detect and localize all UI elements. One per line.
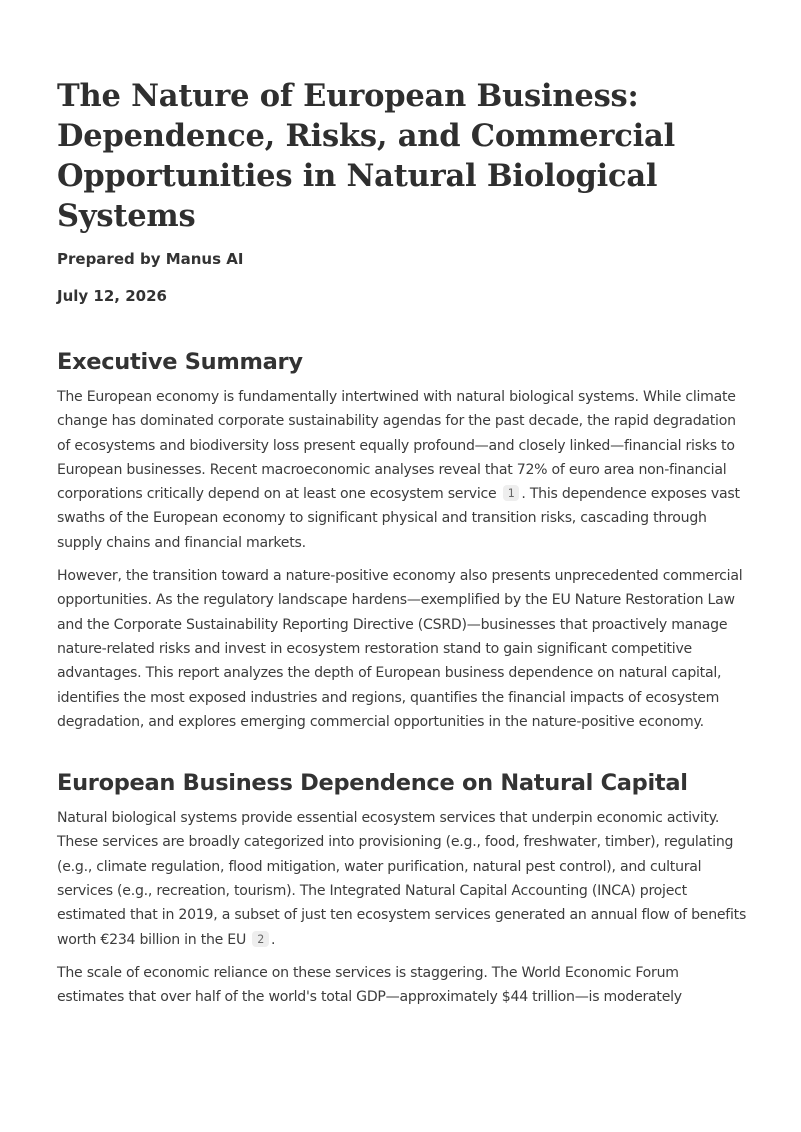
- paragraph-text: Natural biological systems provide essential ecosystem services that underpin economic activity. These services are broadly categorized into provisioning (e.g., food, freshwater, timber), regulating (e.g., climate regulation, flood mitigation, water purification, natural pest control), and cultural services (e.g., recreation, tourism). The Integrated Natural Capital Accounting (INCA) project estimated that in 2019, a subset of just ten ecosystem services generated an annual flow of benefits worth €234 billion in the EU: [57, 810, 747, 948]
- title-line: Dependence, Risks, and Commercial: [57, 118, 675, 154]
- paragraph: [57, 385, 747, 555]
- citation-badge[interactable]: 2: [252, 931, 269, 947]
- paragraph-text: The European economy is fundamentally intertwined with natural biological systems. While climate change has dominated corporate sustainability agendas for the past decade, the rapid degradation of ecosystems and biodiversity loss present equally profound—and closely linked—financial risks to European businesses. Recent macroeconomic analyses reveal that 72% of euro area non-financial corporations critically depend on at least one ecosystem service: [57, 389, 736, 503]
- dependence-section: [57, 768, 747, 1009]
- paragraph: [57, 806, 747, 952]
- section-heading: Executive Summary: [57, 349, 303, 375]
- executive-summary-section: [57, 347, 747, 734]
- title-line: Systems: [57, 198, 196, 234]
- paragraph: However, the transition toward a nature-positive economy also presents unprecedented commercial opportunities. As the regulatory landscape hardens—exemplified by the EU Nature Restoration Law and the Corporate Sustainability Reporting Directive (CSRD)—businesses that proactively manage nature-related risks and invest in ecosystem restoration stand to gain significant competitive advantages. This report analyzes the depth of European business dependence on natural capital, identifies the most exposed industries and regions, quantifies the financial impacts of ecosystem degradation, and explores emerging commercial opportunities in the nature-positive economy.: [57, 568, 743, 730]
- author-line: Prepared by Manus AI: [57, 250, 244, 268]
- paragraph: The scale of economic reliance on these services is staggering. The World Economic Forum estimates that over half of the world's total GDP—approximately $44 trillion—is moderately: [57, 964, 682, 1006]
- date-line: July 12, 2026: [57, 287, 167, 305]
- paragraph-text: . This dependence exposes vast swaths of the European economy to significant physical and transition risks, cascading through supply chains and financial markets.: [57, 486, 740, 551]
- paragraph-text: .: [270, 931, 276, 948]
- section-heading: European Business Dependence on Natural Capital: [57, 770, 688, 797]
- title-line: The Nature of European Business:: [57, 78, 639, 114]
- citation-badge[interactable]: 1: [503, 485, 520, 501]
- title-line: Opportunities in Natural Biological: [57, 158, 658, 194]
- document-title: [57, 76, 747, 236]
- document-page: [57, 76, 747, 1019]
